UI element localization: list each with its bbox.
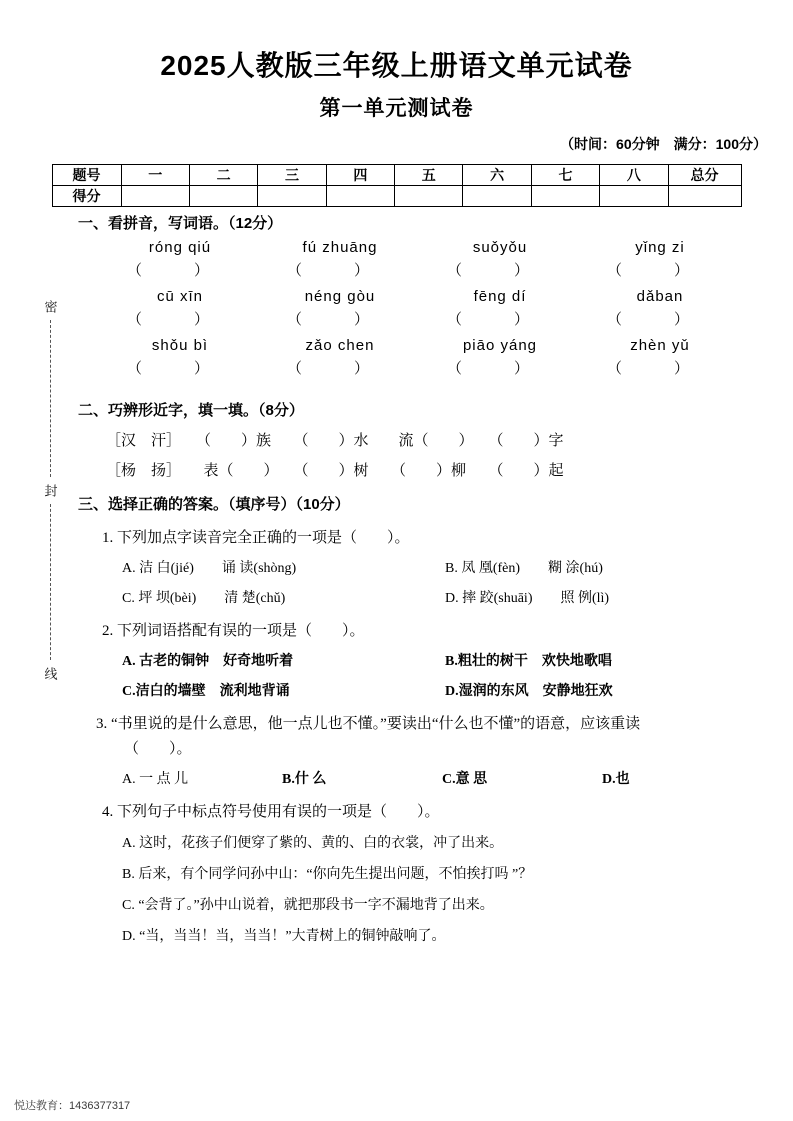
paren-close: ） [194, 311, 210, 328]
pinyin-1-2: fú zhuāng [302, 239, 378, 256]
pinyin-3-1: shǒu bì [151, 337, 209, 354]
answer-blank-3-3[interactable] [408, 357, 568, 378]
paren-close: ） [674, 360, 690, 377]
question-1-number: 1. [102, 530, 114, 546]
question-4-text[interactable]: 下列句子中标点符号使用有误的一项是（ ）。 [117, 804, 440, 820]
pinyin-row-2 [100, 288, 740, 305]
question-3-text[interactable]: “书里说的是什么意思，他一点儿也不懂。”要读出“什么也不懂”的语意，应该重读 [111, 716, 641, 732]
question-4-option-c[interactable]: C. “会背了。”孙中山说着，就把那段书一字不漏地背了出来。 [122, 898, 494, 913]
question-1-option-c[interactable]: C. 坪 坝(bèi) 清 楚(chǔ) [122, 591, 286, 606]
question-1-options-row-2 [122, 587, 768, 607]
paren-close: ） [514, 311, 530, 328]
exam-meta-time-score: （时间：60分钟 满分：100分） [560, 136, 767, 152]
question-3-option-c[interactable]: C.意 思 [442, 772, 488, 787]
score-cell-4[interactable] [326, 186, 394, 207]
score-col-5: 五 [395, 165, 463, 186]
spacer [78, 386, 768, 399]
seal-line-margin [30, 300, 70, 680]
paren-open: （ [606, 360, 622, 377]
row-label-score: 得分 [52, 186, 121, 207]
seal-char-feng: 封 [42, 483, 58, 497]
answer-blank-2-2[interactable] [248, 308, 408, 329]
question-4-option-a[interactable]: A. 这时，花孩子们便穿了紫的、黄的、白的衣裳，冲了出来。 [122, 836, 504, 851]
score-table-container [52, 164, 742, 207]
question-2-option-d[interactable]: D.湿润的东风 安静地狂欢 [445, 684, 613, 699]
paren-close: ） [354, 360, 370, 377]
seal-char-xian: 线 [42, 667, 58, 680]
row-label-question-number: 题号 [52, 165, 121, 186]
question-4-number: 4. [102, 804, 114, 820]
score-cell-2[interactable] [189, 186, 257, 207]
score-cell-8[interactable] [600, 186, 668, 207]
question-3-number: 3. [96, 716, 108, 732]
page-subtitle: 第一单元测试卷 [319, 97, 474, 120]
paren-close: ） [674, 262, 690, 279]
paren-close: ） [674, 311, 690, 328]
answer-blank-row-1 [88, 259, 728, 280]
question-2-option-a[interactable]: A. 古老的铜钟 好奇地听着 [122, 654, 294, 669]
score-col-6: 六 [463, 165, 531, 186]
paren-open: （ [126, 311, 142, 328]
question-2-stem [102, 619, 768, 640]
seal-dash-lower [50, 504, 51, 661]
paren-close: ） [514, 360, 530, 377]
paren-close: ） [194, 360, 210, 377]
question-2-options-row-1 [122, 650, 768, 670]
paren-open: （ [446, 360, 462, 377]
answer-blank-2-4[interactable] [568, 308, 728, 329]
question-2-options-row-2 [122, 680, 768, 700]
pinyin-2-4: dǎban [636, 288, 684, 305]
paren-open: （ [286, 311, 302, 328]
paren-open: （ [126, 262, 142, 279]
pinyin-2-1: cū xīn [156, 288, 204, 305]
question-3-stem [96, 712, 768, 733]
paren-close: ） [354, 262, 370, 279]
xingjinzi-row-han[interactable]: ［汉 汗］ （ ）族 （ ）水 流（ ） （ ）字 [106, 433, 564, 449]
answer-blank-2-1[interactable] [88, 308, 248, 329]
score-col-8: 八 [600, 165, 668, 186]
question-3-options-row [122, 768, 768, 788]
answer-blank-1-4[interactable] [568, 259, 728, 280]
question-1-text[interactable]: 下列加点字读音完全正确的一项是（ ）。 [117, 530, 410, 546]
answer-blank-row-2 [88, 308, 728, 329]
pinyin-group-1 [78, 239, 768, 378]
pinyin-1-3: suǒyǒu [472, 239, 528, 256]
answer-blank-row-3 [88, 357, 728, 378]
question-4-option-b[interactable]: B. 后来，有个同学问孙中山：“你向先生提出问题，不怕挨打吗 ”？ [122, 867, 533, 882]
score-col-1: 一 [121, 165, 189, 186]
score-table [52, 164, 742, 207]
section-heading-2: 二、巧辨形近字，填一填。（8分） [78, 402, 304, 419]
score-col-3: 三 [258, 165, 326, 186]
question-1-stem [102, 526, 768, 547]
score-cell-7[interactable] [531, 186, 599, 207]
table-row-scores [52, 186, 741, 207]
score-col-2: 二 [189, 165, 257, 186]
paren-open: （ [606, 262, 622, 279]
question-2-option-b[interactable]: B.粗壮的树干 欢快地歌唱 [445, 654, 612, 669]
paren-open: （ [606, 311, 622, 328]
question-1-option-b[interactable]: B. 凤 凰(fèn) 糊 涂(hú) [445, 561, 603, 576]
exam-body [78, 212, 768, 945]
spacer [78, 480, 768, 493]
answer-blank-3-2[interactable] [248, 357, 408, 378]
pinyin-2-2: néng gòu [304, 288, 376, 305]
paren-close: ） [354, 311, 370, 328]
page-title: 2025人教版三年级上册语文单元试卷 [160, 50, 633, 81]
paren-open: （ [446, 311, 462, 328]
question-4-stem [102, 800, 768, 821]
paren-close: ） [514, 262, 530, 279]
paren-close: ） [194, 262, 210, 279]
question-1-options-row-1 [122, 557, 768, 577]
score-col-7: 七 [531, 165, 599, 186]
score-cell-3[interactable] [258, 186, 326, 207]
pinyin-1-1: róng qiú [148, 239, 212, 256]
score-col-total: 总分 [668, 165, 741, 186]
answer-blank-1-2[interactable] [248, 259, 408, 280]
score-cell-6[interactable] [463, 186, 531, 207]
answer-blank-2-3[interactable] [408, 308, 568, 329]
score-cell-total[interactable] [668, 186, 741, 207]
question-3-option-d[interactable]: D.也 [602, 772, 630, 787]
question-2-option-c[interactable]: C.洁白的墙壁 流利地背诵 [122, 684, 290, 699]
seal-dash-upper [50, 320, 51, 477]
question-3-option-a[interactable]: A. 一 点 儿 [122, 772, 189, 787]
pinyin-3-4: zhèn yǔ [630, 337, 690, 354]
section-heading-1: 一、看拼音，写词语。（12分） [78, 215, 283, 232]
pinyin-3-2: zǎo chen [305, 337, 375, 354]
paren-open: （ [446, 262, 462, 279]
paren-open: （ [126, 360, 142, 377]
pinyin-row-3 [100, 337, 740, 354]
question-4-option-d[interactable]: D. “当，当当！当，当当！”大青树上的铜钟敲响了。 [122, 929, 446, 944]
score-cell-5[interactable] [395, 186, 463, 207]
paren-open: （ [286, 360, 302, 377]
question-3-option-b[interactable]: B.什 么 [282, 772, 327, 787]
question-2-text[interactable]: 下列词语搭配有误的一项是（ ）。 [117, 623, 365, 639]
answer-blank-1-1[interactable] [88, 259, 248, 280]
pinyin-2-3: fēng dí [473, 288, 527, 305]
answer-blank-1-3[interactable] [408, 259, 568, 280]
question-2-number: 2. [102, 623, 114, 639]
section-heading-3: 三、选择正确的答案。（填序号）（10分） [78, 496, 350, 513]
footer-watermark: 悦达教育：1436377317 [14, 1100, 131, 1112]
xingjinzi-row-yang[interactable]: ［杨 扬］ 表（ ） （ ）树 （ ）柳 （ ）起 [106, 463, 564, 479]
answer-blank-3-1[interactable] [88, 357, 248, 378]
seal-char-mi: 密 [42, 300, 58, 313]
question-1-option-a[interactable]: A. 洁 白(jié) 诵 读(shòng) [122, 561, 297, 576]
answer-blank-3-4[interactable] [568, 357, 728, 378]
pinyin-1-4: yǐng zi [635, 239, 685, 256]
question-1-option-d[interactable]: D. 摔 跤(shuāi) 照 例(lì) [445, 591, 610, 606]
paren-open: （ [286, 262, 302, 279]
score-cell-1[interactable] [121, 186, 189, 207]
pinyin-row-1 [100, 239, 740, 256]
score-col-4: 四 [326, 165, 394, 186]
table-row-question-numbers [52, 165, 741, 186]
pinyin-3-3: piāo yáng [462, 337, 538, 354]
question-3-answer-blank[interactable]: （ ）。 [124, 741, 192, 757]
